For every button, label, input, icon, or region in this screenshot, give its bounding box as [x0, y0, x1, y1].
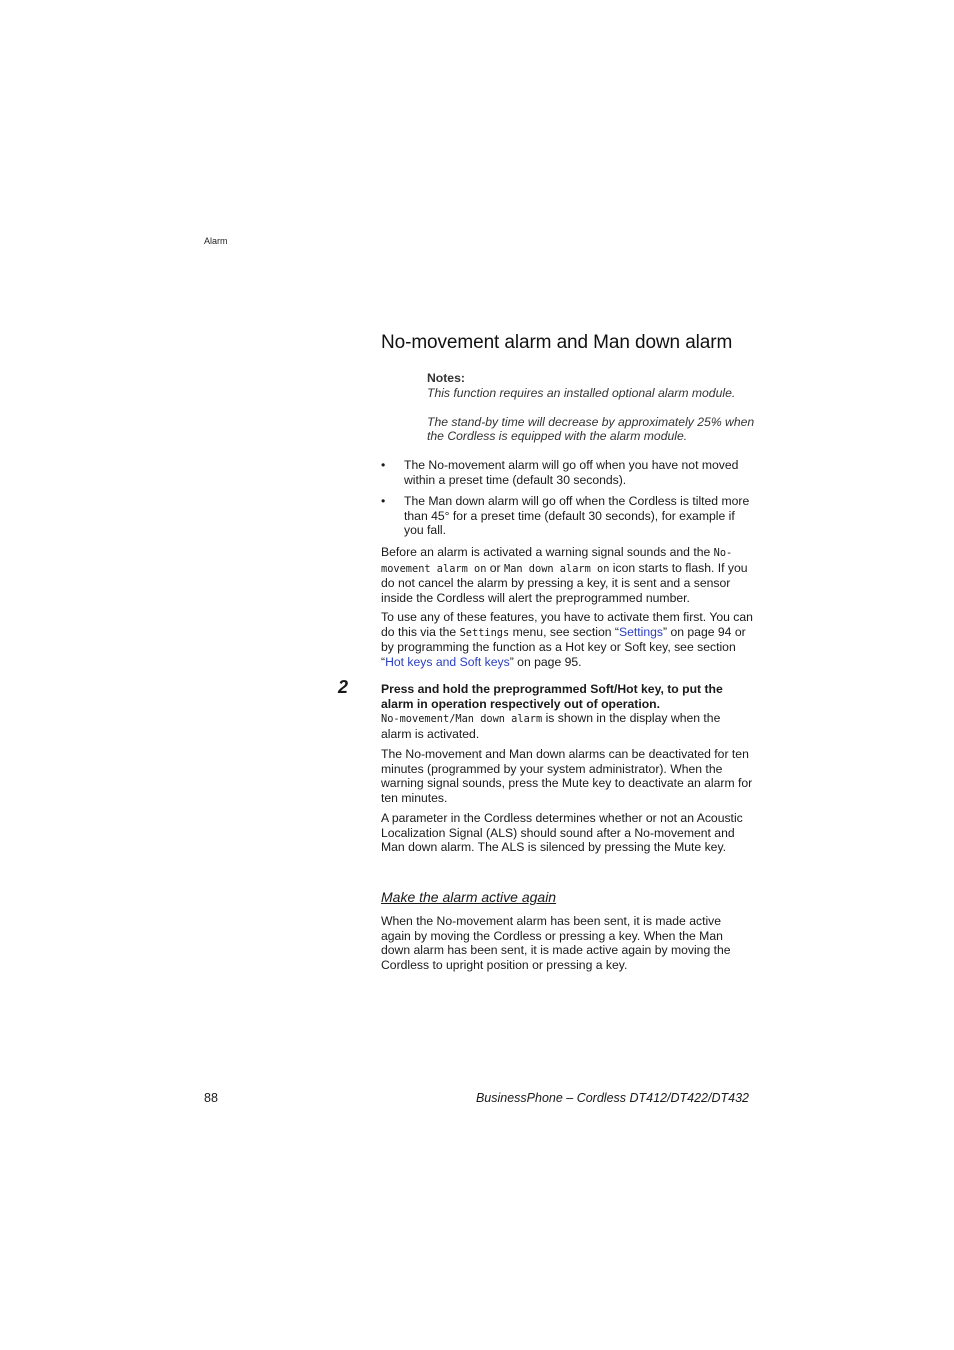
- bullet-item: The Man down alarm will go off when the Cordless is tilted more than 45° for a preset time (default 30 seconds), for example if you fall.: [404, 494, 750, 537]
- notes-box: [427, 371, 757, 444]
- bullet-item: The No-movement alarm will go off when you have not moved within a preset time (default 30 seconds).: [404, 458, 739, 487]
- bullet-marker: •: [381, 494, 386, 508]
- notes-line-1: This function requires an installed optional alarm module.: [427, 385, 736, 400]
- display-text: Man down alarm on: [504, 562, 610, 575]
- notes-heading: Notes:: [427, 371, 465, 385]
- notes-line-2: The stand-by time will decrease by approximately 25% when the Cordless is equipped with the alarm module.: [427, 414, 755, 443]
- settings-link[interactable]: Settings: [618, 624, 663, 639]
- step-result: No-movement/Man down alarm is shown in the display when the alarm is activated.: [381, 711, 721, 741]
- subheading: Make the alarm active again: [381, 889, 557, 905]
- hot-keys-link[interactable]: Hot keys and Soft keys: [385, 654, 510, 669]
- display-text: Settings: [459, 626, 510, 639]
- paragraph-deactivate: The No-movement and Man down alarms can be deactivated for ten minutes (programmed by your system administrator). When the warning signal sounds, press the Mute key to deactivate an alarm for ten minutes.: [381, 747, 753, 805]
- paragraph-als: A parameter in the Cordless determines whether or not an Acoustic Localization Signal (ALS) should sound after a No-movement and Man down alarm. The ALS is silenced by pressing the Mute key.: [381, 811, 743, 854]
- step-instruction: Press and hold the preprogrammed Soft/Hot key, to put the alarm in operation respectively out of operation.: [381, 682, 723, 711]
- display-text: No-movement/Man down alarm: [381, 713, 543, 725]
- step-number: 2: [338, 677, 349, 697]
- paragraph-activate: To use any of these features, you have to activate them first. You can do this via the Settings menu, see section “Settings” on page 94 or by programming the function as a Hot key or Soft key, see section “Hot keys and Soft keys” on page 95.: [381, 610, 753, 669]
- bullet-marker: •: [381, 458, 386, 472]
- page-number: 88: [204, 1091, 218, 1105]
- document-title: BusinessPhone – Cordless DT412/DT422/DT432: [475, 1091, 749, 1105]
- paragraph-warning: Before an alarm is activated a warning signal sounds and the No-movement alarm on or Man down alarm on icon starts to flash. If you do not cancel the alarm by pressing a key, it is sent and a sensor inside the Cordless will alert the preprogrammed number.: [381, 545, 748, 605]
- paragraph-reactivate: When the No-movement alarm has been sent, it is made active again by moving the Cordless or pressing a key. When the Man down alarm has been sent, it is made active again by moving the Cordless to upright position or pressing a key.: [381, 914, 731, 972]
- display-text: No-movement alarm on: [381, 547, 733, 575]
- page-title: No-movement alarm and Man down alarm: [381, 332, 733, 353]
- section-label: Alarm: [204, 236, 228, 246]
